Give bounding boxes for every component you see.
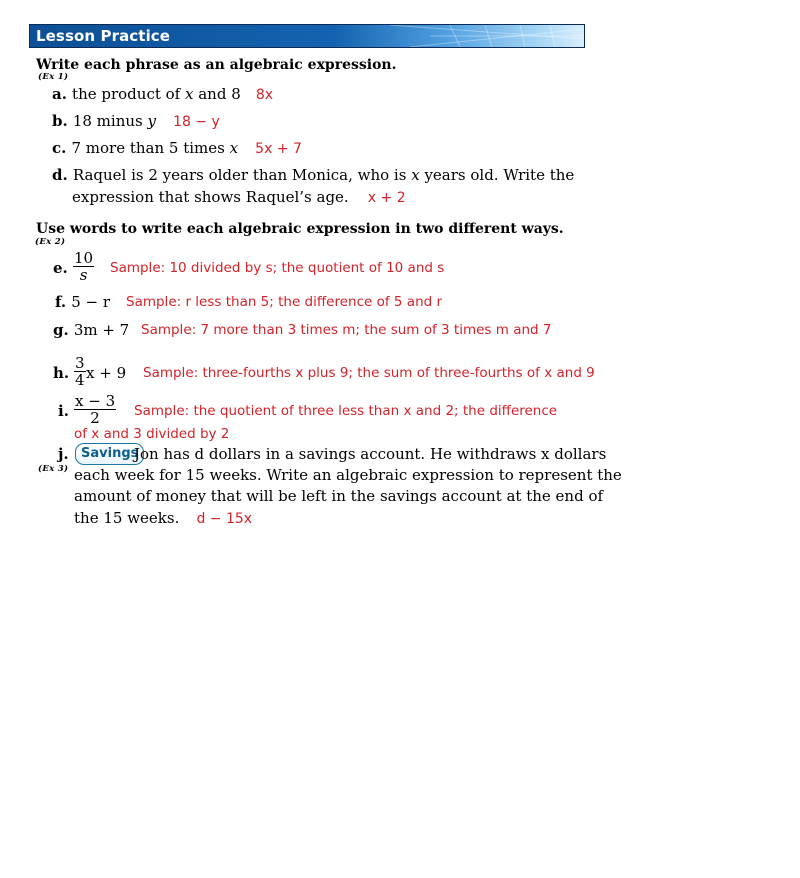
item-c-label: c. bbox=[52, 139, 67, 157]
item-d-line2-text: expression that shows Raquel’s age. bbox=[72, 188, 349, 206]
item-a-var: x bbox=[185, 85, 194, 103]
item-d-label: d. bbox=[52, 166, 68, 184]
item-d-answer: x + 2 bbox=[367, 190, 406, 206]
item-h-answer: Sample: three-fourths x plus 9; the sum of three-fourths of x and 9 bbox=[143, 365, 595, 381]
item-i-answer-line2: of x and 3 divided by 2 bbox=[74, 426, 230, 442]
item-b-var: y bbox=[147, 112, 156, 130]
item-f-expr: 5 − r bbox=[71, 293, 111, 311]
item-e-answer: Sample: 10 divided by s; the quotient of 10 and s bbox=[110, 260, 445, 276]
item-d-var: x bbox=[411, 166, 420, 184]
item-j-line4-row bbox=[74, 508, 252, 527]
item-j-line2: each week for 15 weeks. Write an algebraic expression to represent the bbox=[74, 466, 622, 484]
item-d-text-post: years old. Write the bbox=[419, 166, 575, 184]
item-c bbox=[52, 138, 302, 157]
item-g-answer: Sample: 7 more than 3 times m; the sum of 3 times m and 7 bbox=[141, 322, 552, 338]
item-e-fraction bbox=[73, 250, 94, 283]
item-j-label: j. bbox=[58, 445, 69, 463]
item-i-label: i. bbox=[58, 402, 69, 420]
item-b-answer: 18 − y bbox=[173, 114, 220, 130]
item-a-answer: 8x bbox=[255, 87, 274, 103]
item-h-numerator: 3 bbox=[75, 354, 85, 372]
item-c-text-pre: 7 more than 5 times bbox=[71, 139, 230, 157]
item-h-fraction bbox=[74, 355, 86, 388]
item-e-denominator: s bbox=[79, 266, 88, 284]
item-c-answer: 5x + 7 bbox=[255, 141, 302, 157]
section1-instruction: Write each phrase as an algebraic expression. bbox=[36, 57, 397, 73]
item-h-denominator: 4 bbox=[75, 371, 85, 389]
item-j-line1: Jon has d dollars in a savings account. He withdraws x dollars bbox=[134, 445, 607, 463]
item-a bbox=[52, 84, 273, 103]
item-a-text-pre: the product of bbox=[72, 85, 185, 103]
item-f-answer: Sample: r less than 5; the difference of 5 and r bbox=[126, 294, 443, 310]
item-b-label: b. bbox=[52, 112, 68, 130]
item-g bbox=[53, 320, 129, 339]
item-b-text-pre: 18 minus bbox=[72, 112, 148, 130]
item-g-label: g. bbox=[53, 321, 69, 339]
item-j-line3: amount of money that will be left in the savings account at the end of bbox=[74, 487, 604, 505]
item-i-answer-line1: Sample: the quotient of three less than x and 2; the difference bbox=[134, 403, 558, 419]
item-c-var: x bbox=[229, 139, 239, 157]
item-g-expr: 3m + 7 bbox=[73, 321, 130, 339]
item-i-denominator: 2 bbox=[90, 409, 100, 427]
lesson-practice-banner bbox=[29, 24, 585, 48]
item-h-expr: x + 9 bbox=[86, 364, 127, 382]
savings-badge: Savings bbox=[75, 443, 144, 465]
item-e-numerator: 10 bbox=[74, 249, 94, 267]
item-a-label: a. bbox=[52, 85, 67, 103]
item-h-label: h. bbox=[53, 364, 70, 382]
item-d-line1 bbox=[52, 165, 574, 184]
item-i-numerator: x − 3 bbox=[75, 392, 116, 410]
item-f bbox=[55, 292, 110, 311]
item-f-label: f. bbox=[55, 293, 67, 311]
item-d-text-pre: Raquel is 2 years older than Monica, who is bbox=[72, 166, 412, 184]
item-d-line2 bbox=[72, 187, 406, 206]
item-b bbox=[52, 111, 220, 130]
item-a-text-post: and 8 bbox=[193, 85, 241, 103]
section2-example-ref: (Ex 2) bbox=[35, 237, 66, 247]
item-e-label: e. bbox=[53, 259, 68, 277]
section1-example-ref: (Ex 1) bbox=[38, 72, 69, 82]
item-j-answer: d − 15x bbox=[196, 511, 253, 527]
item-i-fraction bbox=[74, 393, 116, 426]
item-j-example-ref: (Ex 3) bbox=[38, 464, 69, 474]
item-j-line4: the 15 weeks. bbox=[74, 509, 180, 527]
section2-instruction: Use words to write each algebraic expression in two different ways. bbox=[36, 221, 564, 237]
banner-title: Lesson Practice bbox=[36, 27, 171, 45]
